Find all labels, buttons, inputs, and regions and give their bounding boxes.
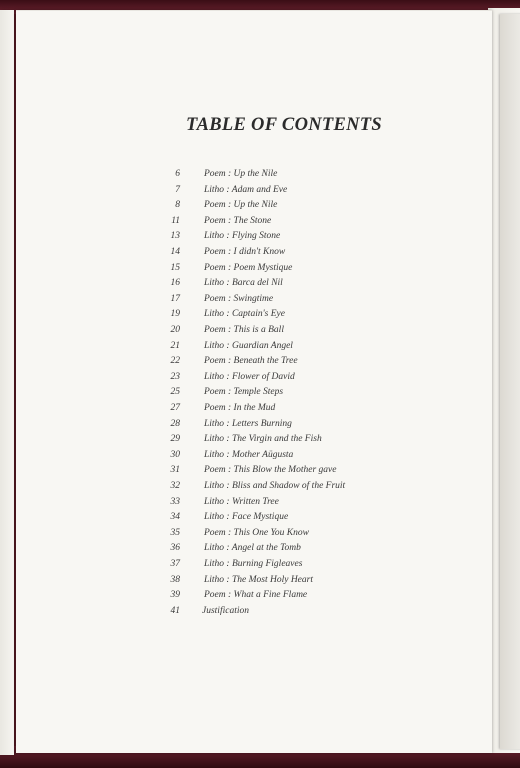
toc-page-number: 31 xyxy=(170,465,180,476)
toc-entry-title: Poem : Beneath the Tree xyxy=(204,356,298,367)
toc-entry-title: Poem : Up the Nile xyxy=(204,169,278,179)
toc-entry xyxy=(16,278,492,294)
toc-entry-title: Poem : I didn't Know xyxy=(204,247,286,257)
toc-entry xyxy=(16,263,492,279)
toc-entry xyxy=(16,169,492,185)
toc-page-number: 8 xyxy=(175,200,180,211)
toc-page-number: 14 xyxy=(170,247,180,257)
toc-list xyxy=(16,11,492,753)
toc-entry-title: Poem : This One You Know xyxy=(204,527,309,538)
toc-entry xyxy=(16,606,492,622)
left-sheet-edge xyxy=(0,10,14,755)
toc-entry-title: Litho : Adam and Eve xyxy=(204,184,288,195)
toc-entry-title: Poem : Poem Mystique xyxy=(204,262,293,273)
toc-page-number: 17 xyxy=(170,293,180,304)
toc-entry-title: Litho : Angel at the Tomb xyxy=(204,543,301,554)
toc-entry xyxy=(16,309,492,325)
toc-entry xyxy=(16,543,492,559)
toc-page-number: 27 xyxy=(170,403,180,413)
toc-entry-title: Litho : The Virgin and the Fish xyxy=(204,434,322,445)
toc-page-number: 16 xyxy=(170,278,180,289)
toc-page-number: 36 xyxy=(170,543,180,554)
toc-entry xyxy=(16,185,492,201)
toc-entry-title: Litho : Flying Stone xyxy=(204,231,281,242)
toc-page-number: 34 xyxy=(170,512,180,523)
toc-entry xyxy=(16,481,492,497)
toc-page-number: 30 xyxy=(170,449,180,460)
toc-entry xyxy=(16,216,492,232)
toc-entry xyxy=(16,247,492,263)
toc-entry xyxy=(16,372,492,388)
toc-entry xyxy=(16,356,492,372)
toc-entry xyxy=(16,528,492,544)
toc-entry xyxy=(16,434,492,450)
toc-page-number: 25 xyxy=(170,387,180,398)
toc-entry xyxy=(16,419,492,435)
toc-entry-title: Poem : Swingtime xyxy=(204,293,274,304)
toc-page-number: 37 xyxy=(170,559,180,569)
toc-entry xyxy=(16,341,492,357)
toc-entry-title: Litho : Barca del Nil xyxy=(204,278,283,289)
toc-entry xyxy=(16,294,492,310)
toc-page-number: 6 xyxy=(175,169,180,179)
toc-page xyxy=(16,10,492,753)
toc-entry xyxy=(16,512,492,528)
toc-entry xyxy=(16,450,492,466)
toc-entry xyxy=(16,200,492,216)
toc-entry-title: Poem : This Blow the Mother gave xyxy=(204,465,337,476)
toc-entry-title: Litho : Captain's Eye xyxy=(204,309,285,320)
toc-page-number: 19 xyxy=(170,309,180,320)
toc-entry-title: Litho : Written Tree xyxy=(204,496,279,507)
toc-entry-title: Poem : The Stone xyxy=(204,215,272,226)
toc-page-number: 35 xyxy=(170,527,180,538)
right-sheet-edge-back xyxy=(500,14,520,749)
toc-page-number: 7 xyxy=(175,184,180,195)
toc-page-number: 13 xyxy=(170,231,180,242)
toc-page-number: 29 xyxy=(170,434,180,445)
toc-page-number: 23 xyxy=(170,371,180,382)
toc-entry-title: Litho : Flower of David xyxy=(204,371,295,382)
toc-entry xyxy=(16,325,492,341)
toc-entry-title: Litho : Bliss and Shadow of the Fruit xyxy=(204,481,346,491)
toc-page-number: 32 xyxy=(170,481,180,491)
toc-page-number: 11 xyxy=(171,215,180,226)
toc-entry xyxy=(16,559,492,575)
toc-page-number: 38 xyxy=(170,574,180,585)
toc-entry xyxy=(16,575,492,591)
toc-entry xyxy=(16,497,492,513)
toc-entry-title: Litho : Face Mystique xyxy=(204,512,289,523)
toc-entry-title: Poem : Up the Nile xyxy=(204,200,278,211)
toc-entry-title: Poem : In the Mud xyxy=(204,403,276,413)
toc-entry xyxy=(16,387,492,403)
toc-page-number: 28 xyxy=(170,418,180,429)
toc-entry-title: Poem : This is a Ball xyxy=(204,325,284,335)
toc-page-number: 41 xyxy=(170,605,180,616)
toc-entry xyxy=(16,231,492,247)
toc-entry-title: Poem : What a Fine Flame xyxy=(204,590,308,601)
toc-entry-title: Litho : The Most Holy Heart xyxy=(204,574,313,585)
toc-page-number: 33 xyxy=(170,496,180,507)
toc-entry xyxy=(16,403,492,419)
toc-entry-title: Litho : Letters Burning xyxy=(204,418,292,429)
page-title: TABLE OF CONTENTS xyxy=(186,115,382,135)
toc-entry xyxy=(16,465,492,481)
toc-entry-title: Litho : Mother Aügusta xyxy=(204,449,294,460)
toc-entry-title: Poem : Temple Steps xyxy=(204,387,284,398)
toc-entry-title: Litho : Burning Figleaves xyxy=(204,559,303,569)
toc-entry xyxy=(16,590,492,606)
toc-page-number: 15 xyxy=(170,262,180,273)
toc-page-number: 20 xyxy=(170,325,180,335)
toc-page-number: 21 xyxy=(170,340,180,351)
toc-entry-title: Litho : Guardian Angel xyxy=(204,340,293,351)
toc-page-number: 39 xyxy=(170,590,180,601)
toc-page-number: 22 xyxy=(170,356,180,367)
toc-entry-title: Justification xyxy=(202,605,249,616)
